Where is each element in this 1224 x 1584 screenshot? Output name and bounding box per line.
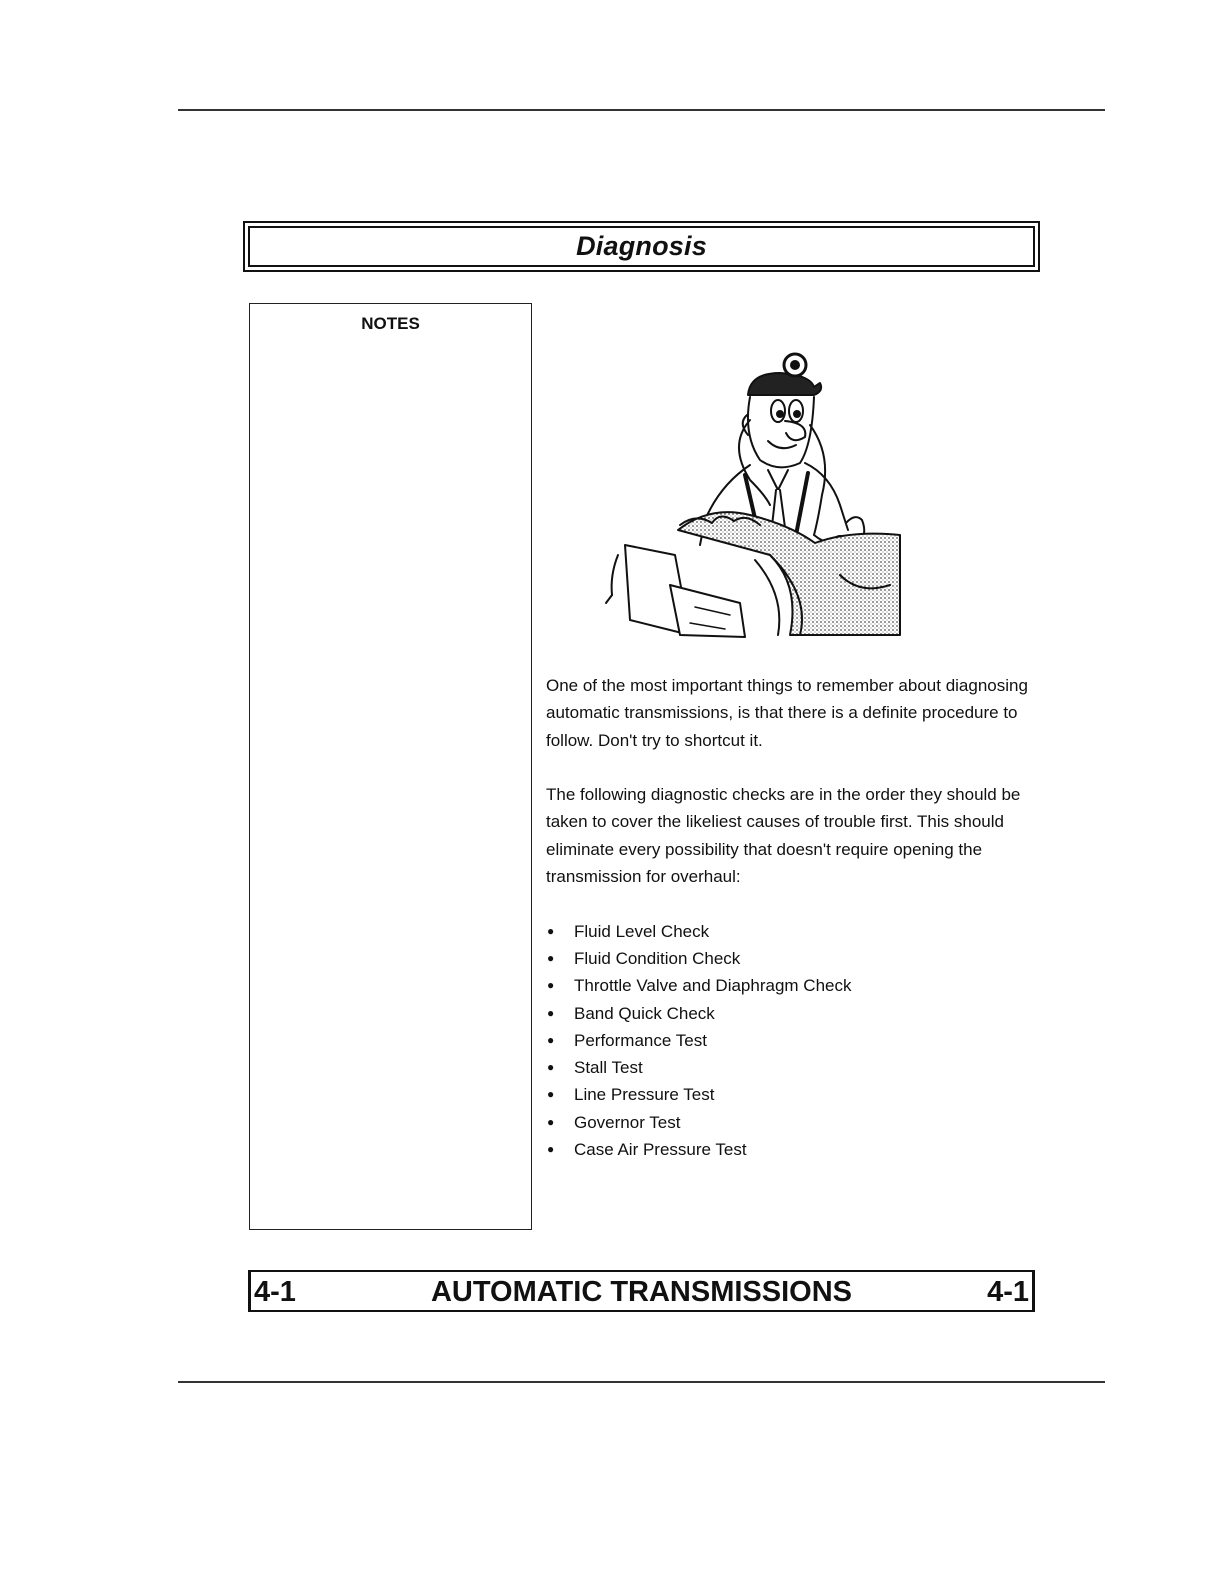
- bullet-icon: ●: [547, 1060, 555, 1075]
- bottom-rule: [178, 1381, 1105, 1383]
- bullet-icon: ●: [547, 1114, 555, 1129]
- bullet-icon: ●: [547, 1005, 555, 1020]
- notes-label: NOTES: [361, 314, 420, 333]
- page-title: Diagnosis: [248, 226, 1035, 267]
- list-item: [546, 1081, 1046, 1108]
- list-item: [546, 918, 1046, 945]
- list-item: [546, 1109, 1046, 1136]
- section-title: AUTOMATIC TRANSMISSIONS: [430, 1276, 853, 1308]
- list-item-label: Throttle Valve and Diaphragm Check: [574, 976, 852, 996]
- bullet-icon: ●: [547, 923, 555, 938]
- checks-intro-paragraph: The following diagnostic checks are in the order they should be taken to cover the likeliest causes of trouble first. This should eliminate every possibility that doesn't require opening the transmission for overhaul:: [546, 785, 1021, 887]
- list-item-label: Fluid Condition Check: [574, 948, 741, 968]
- list-item: [546, 1000, 1046, 1027]
- bullet-icon: ●: [547, 978, 555, 993]
- list-item-label: Fluid Level Check: [574, 921, 710, 941]
- page-number-right: 4-1: [987, 1276, 1029, 1308]
- bullet-icon: ●: [547, 1142, 555, 1157]
- list-item-label: Performance Test: [574, 1030, 707, 1050]
- intro-paragraph: One of the most important things to remember about diagnosing automatic transmissions, is that there is a definite procedure to follow. Don't try to shortcut it.: [546, 676, 1028, 750]
- doctor-mechanic-illustration: [600, 345, 905, 640]
- footer-bar: [248, 1270, 1035, 1312]
- list-item: [546, 1027, 1046, 1054]
- list-item-label: Band Quick Check: [574, 1003, 715, 1023]
- list-item: [546, 1054, 1046, 1081]
- list-item-label: Case Air Pressure Test: [574, 1140, 747, 1160]
- top-rule: [178, 109, 1105, 111]
- list-item-label: Governor Test: [574, 1112, 681, 1132]
- bullet-icon: ●: [547, 950, 555, 965]
- page-number-left: 4-1: [254, 1276, 296, 1308]
- title-box: [243, 221, 1040, 272]
- list-item: [546, 972, 1046, 999]
- notes-panel: [249, 303, 532, 1230]
- list-item: [546, 945, 1046, 972]
- list-item-label: Stall Test: [574, 1058, 643, 1078]
- list-item-label: Line Pressure Test: [574, 1085, 715, 1105]
- diagnostic-checks-list: [546, 918, 1046, 1164]
- bullet-icon: ●: [547, 1087, 555, 1102]
- body-content: [546, 672, 1046, 1163]
- list-item: [546, 1136, 1046, 1163]
- bullet-icon: ●: [547, 1032, 555, 1047]
